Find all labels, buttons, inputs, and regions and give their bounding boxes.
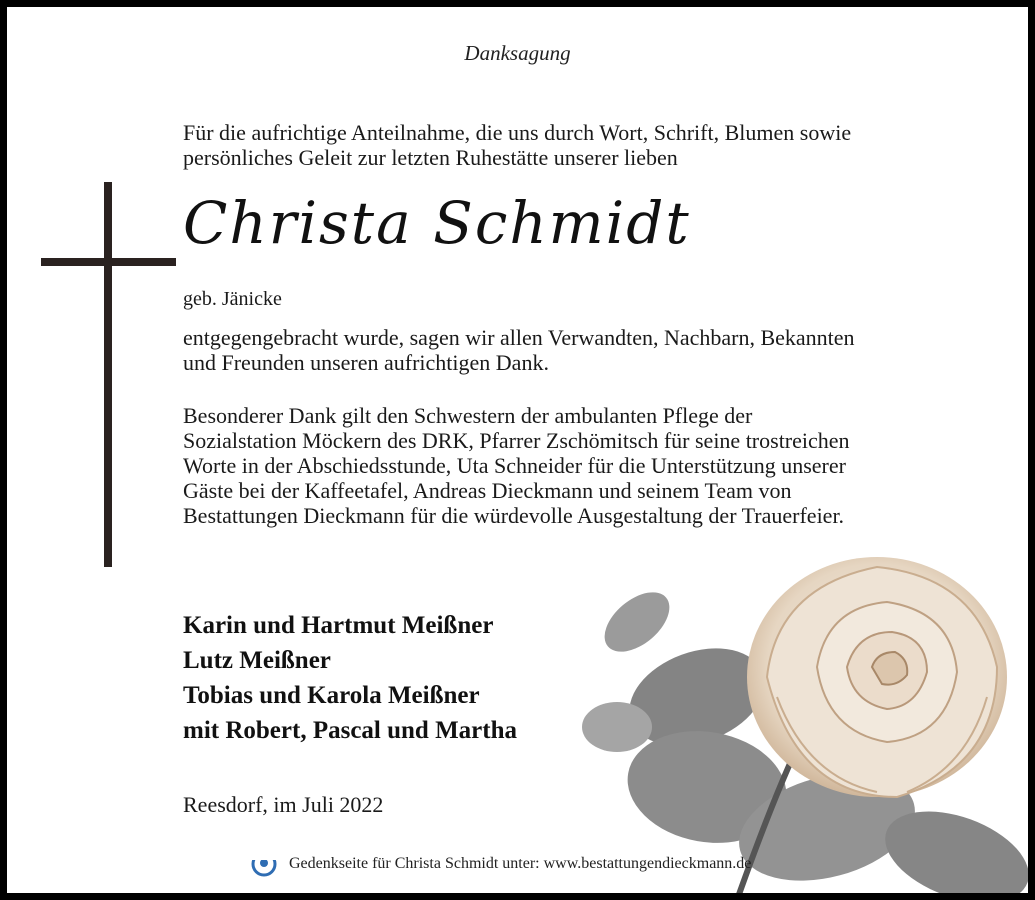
intro-text: Für die aufrichtige Anteilnahme, die uns durch Wort, Schrift, Blumen sowie persönliches Geleit zur letzten Ruhestätte unserer lieben bbox=[183, 120, 852, 170]
family-member: mit Robert, Pascal und Martha bbox=[183, 717, 517, 744]
special-thanks-text: Besonderer Dank gilt den Schwestern der ambulanten Pflege der Sozialstation Möckern des DRK, Pfarrer Zschömitsch für seine trostreichen Worte in der Abschiedsstunde, Uta Schneider für die Unterstützung unserer Gäste bei der Kaffeetafel, Andreas Dieckmann und seinem Team von Bestattungen Dieckmann für die würdevolle Ausgestaltung der Trauerfeier. bbox=[183, 403, 850, 528]
deceased-name: Christa Schmidt bbox=[183, 189, 691, 257]
place-date: Reesdorf, im Juli 2022 bbox=[183, 792, 384, 817]
rose-image bbox=[577, 527, 1035, 900]
family-member: Karin und Hartmut Meißner bbox=[183, 612, 494, 639]
cross-icon bbox=[41, 182, 176, 567]
heading: Danksagung bbox=[464, 41, 571, 65]
thanks-text: entgegengebracht wurde, sagen wir allen Verwandten, Nachbarn, Bekannten und Freunden unseren aufrichtigen Dank. bbox=[183, 325, 855, 375]
birth-name: geb. Jänicke bbox=[183, 288, 282, 310]
footer-text[interactable]: Gedenkseite für Christa Schmidt unter: www.bestattungendieckmann.de bbox=[289, 855, 752, 872]
memorial-logo-icon bbox=[251, 851, 277, 877]
family-member: Lutz Meißner bbox=[183, 647, 331, 674]
family-signatures bbox=[183, 608, 517, 748]
footer bbox=[251, 851, 751, 877]
family-member: Tobias und Karola Meißner bbox=[183, 682, 480, 709]
